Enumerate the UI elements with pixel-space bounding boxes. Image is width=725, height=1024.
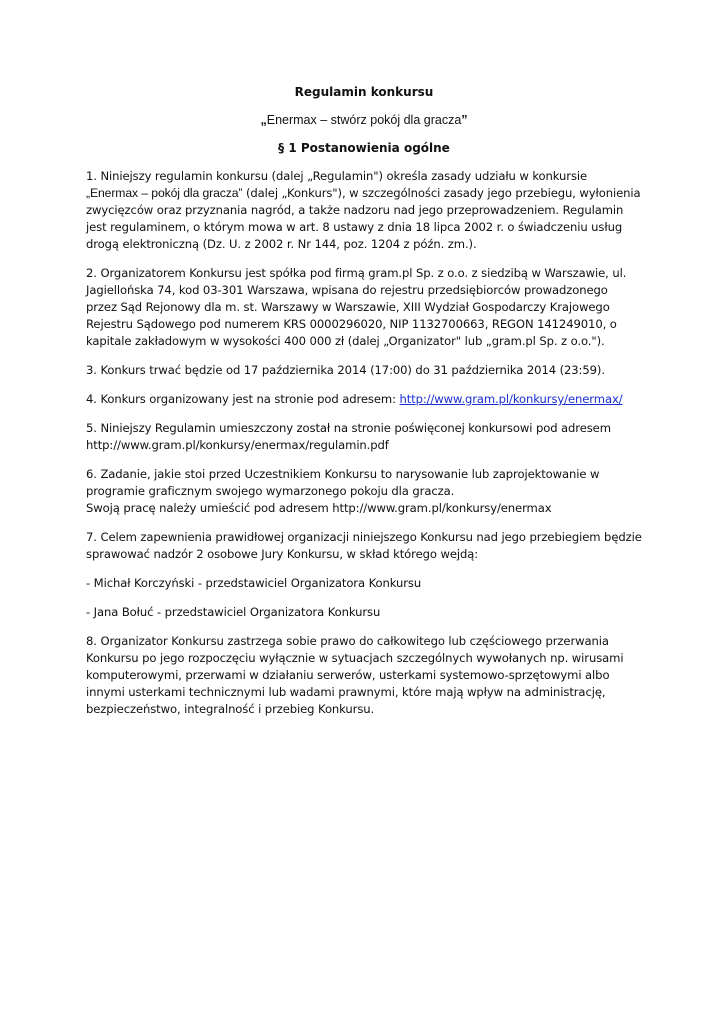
jury-member-2: - Jana Bołuć - przedstawiciel Organizatora Konkursu: [86, 605, 381, 619]
jury-member-1: - Michał Korczyński - przedstawiciel Organizatora Konkursu: [86, 576, 422, 590]
paragraph-2: 2. Organizatorem Konkursu jest spółka pod firmą gram.pl Sp. z o.o. z siedzibą w Warszawie, ul. Jagiellońska 74, kod 03-301 Warszawa, wpisana do rejestru przedsiębiorców prowadzonego przez Sąd Rejonowy dla m. st. Warszawy w Warszawie, XIII Wydział Gospodarczy Krajowego Rejestru Sądowego pod numerem KRS 0000296020, NIP 1132700663, REGON 141249010, o kapitale zakładowym w wysokości 400 000 zł (dalej „Organizator" lub „gram.pl Sp. z o.o.").: [86, 266, 627, 348]
paragraph-5: 5. Niniejszy Regulamin umieszczony został na stronie poświęconej konkursowi pod adresem http://www.gram.pl/konkursy/enermax/regulamin.pdf: [86, 421, 611, 452]
paragraph-6-line1: 6. Zadanie, jakie stoi przed Uczestnikiem Konkursu to narysowanie lub zaprojektowanie w programie graficznym swojego wymarzonego pokoju dla gracza.: [86, 467, 600, 498]
paragraph-1-part1: 1. Niniejszy regulamin konkursu (dalej „Regulamin") określa zasady udziału w konkursie: [86, 169, 588, 183]
document-title: Regulamin konkursu: [294, 85, 434, 99]
contest-name: [86, 112, 642, 128]
document-page: [86, 84, 642, 730]
paragraph-6: [86, 466, 642, 517]
subtitle-open-quote: „: [260, 113, 267, 127]
section-heading: § 1 Postanowienia ogólne: [278, 141, 450, 155]
paragraph-1: [86, 168, 642, 253]
paragraph-4: [86, 391, 642, 408]
paragraph-1-part2: (dalej „Konkurs"), w szczególności zasady jego przebiegu, wyłonienia zwycięzców oraz przyznania nagród, a także nadzoru nad jego przeprowadzeniem. Regulamin jest regulaminem, o którym mowa w art. 8 ustawy z dnia 18 lipca 2002 r. o świadczeniu usług drogą elektroniczną (Dz. U. z 2002 r. Nr 144, poz. 1204 z późn. zm.).: [86, 186, 641, 251]
subtitle-close-quote: ”: [461, 113, 468, 127]
paragraph-3: 3. Konkurs trwać będzie od 17 października 2014 (17:00) do 31 października 2014 (23:59).: [86, 363, 605, 377]
paragraph-1-contest-name: „Enermax – pokój dla gracza”: [86, 186, 243, 200]
paragraph-8: 8. Organizator Konkursu zastrzega sobie prawo do całkowitego lub częściowego przerwania Konkursu po jego rozpoczęciu wyłącznie w sytuacjach szczególnych wywołanych np. wirusami komputerowymi, przerwami w działaniu serwerów, usterkami systemowo-sprzętowymi albo innymi usterkami technicznymi lub wadami prawnymi, które mają wpływ na administrację, bezpieczeństwo, integralność i przebieg Konkursu.: [86, 634, 624, 716]
paragraph-7: 7. Celem zapewnienia prawidłowej organizacji niniejszego Konkursu nad jego przebiegiem będzie sprawować nadzór 2 osobowe Jury Konkursu, w skład którego wejdą:: [86, 530, 642, 561]
paragraph-6-line2: Swoją pracę należy umieścić pod adresem http://www.gram.pl/konkursy/enermax: [86, 501, 552, 515]
contest-url-link[interactable]: http://www.gram.pl/konkursy/enermax/: [399, 392, 623, 406]
paragraph-4-text: 4. Konkurs organizowany jest na stronie pod adresem:: [86, 392, 400, 406]
subtitle-text: Enermax – stwórz pokój dla gracza: [266, 113, 462, 127]
